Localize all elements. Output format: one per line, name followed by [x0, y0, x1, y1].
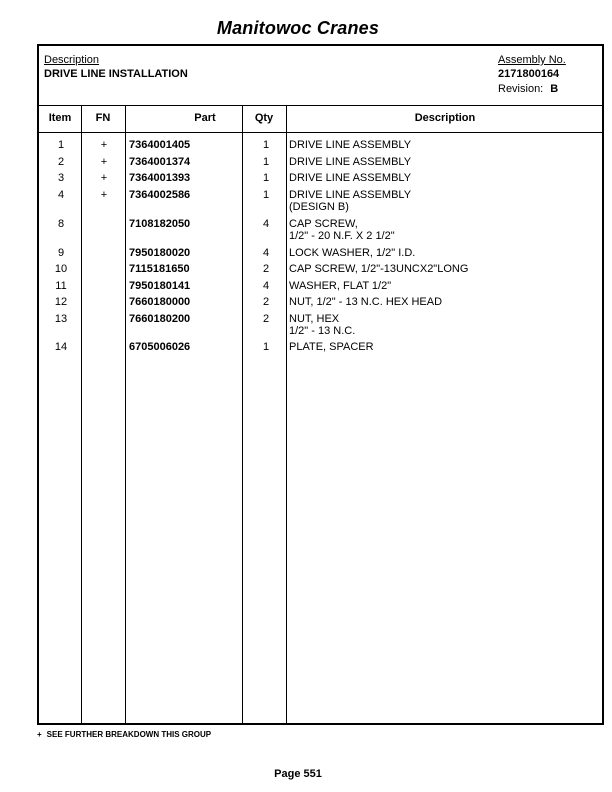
qty-cell: 2 [262, 263, 270, 275]
qty-cell: 4 [262, 218, 270, 230]
item-cell: 10 [54, 263, 68, 275]
qty-cell: 4 [262, 280, 270, 292]
description-label: Description [44, 54, 100, 66]
description-line: NUT, HEX [289, 313, 340, 325]
item-cell: 14 [54, 341, 68, 353]
description-line: DRIVE LINE ASSEMBLY [289, 139, 412, 151]
part-number-cell: 6705006026 [129, 341, 191, 353]
item-cell: 13 [54, 313, 68, 325]
qty-cell: 2 [262, 296, 270, 308]
description-line: CAP SCREW, 1/2"-13UNCX2"LONG [289, 263, 469, 275]
part-number-cell: 7950180141 [129, 280, 191, 292]
parts-list-frame [37, 44, 604, 725]
part-number-cell: 7660180200 [129, 313, 191, 325]
part-number-cell: 7364001405 [129, 139, 191, 151]
footnote-mark: + [37, 730, 42, 739]
description-cell [289, 189, 411, 213]
description-line: DRIVE LINE ASSEMBLY [289, 172, 412, 184]
description-cell [289, 263, 468, 275]
qty-cell: 4 [262, 247, 270, 259]
page-number: Page 551 [274, 768, 322, 780]
footnote [37, 730, 211, 739]
description-line-2: (DESIGN B) [289, 201, 349, 213]
description-cell [289, 280, 391, 292]
revision-label: Revision: [498, 83, 544, 95]
description-line: DRIVE LINE ASSEMBLY [289, 189, 412, 201]
description-cell [289, 172, 411, 184]
qty-cell: 1 [262, 341, 270, 353]
assembly-number: 2171800164 [498, 68, 560, 80]
revision [498, 83, 558, 95]
item-cell: 1 [57, 139, 65, 151]
description-line-2: 1/2" - 20 N.F. X 2 1/2" [289, 230, 395, 242]
description-line: DRIVE LINE ASSEMBLY [289, 156, 412, 168]
qty-cell: 1 [262, 189, 270, 201]
column-header-qty: Qty [254, 112, 274, 124]
assembly-label: Assembly No. [498, 54, 566, 66]
part-number-cell: 7660180000 [129, 296, 191, 308]
description-line: LOCK WASHER, 1/2" I.D. [289, 247, 416, 259]
description-line: CAP SCREW, [289, 218, 358, 230]
fn-cell: + [100, 156, 108, 168]
description-value: DRIVE LINE INSTALLATION [44, 68, 188, 80]
description-cell [289, 156, 411, 168]
description-cell [289, 341, 374, 353]
footnote-text: SEE FURTHER BREAKDOWN THIS GROUP [46, 730, 212, 739]
item-cell: 2 [57, 156, 65, 168]
item-cell: 4 [57, 189, 65, 201]
part-number-cell: 7950180020 [129, 247, 191, 259]
assembly-header [39, 46, 602, 106]
part-number-cell: 7364001374 [129, 156, 191, 168]
brand-title: Manitowoc Cranes [216, 18, 380, 38]
part-number-cell: 7364001393 [129, 172, 191, 184]
part-number-cell: 7364002586 [129, 189, 191, 201]
description-cell [289, 139, 411, 151]
item-cell: 12 [54, 296, 68, 308]
qty-cell: 2 [262, 313, 270, 325]
description-cell [289, 218, 395, 242]
part-number-cell: 7115181650 [129, 263, 190, 275]
column-header-part: Part [194, 112, 216, 124]
fn-cell: + [100, 172, 108, 184]
description-cell [289, 247, 415, 259]
item-cell: 8 [57, 218, 65, 230]
item-cell: 3 [57, 172, 65, 184]
description-line: WASHER, FLAT 1/2" [289, 280, 392, 292]
description-cell [289, 313, 355, 337]
part-number-cell: 7108182050 [129, 218, 191, 230]
column-header-description: Description [414, 112, 476, 124]
description-line: NUT, 1/2" - 13 N.C. HEX HEAD [289, 296, 443, 308]
description-line: PLATE, SPACER [289, 341, 374, 353]
qty-cell: 1 [262, 139, 270, 151]
revision-value: B [550, 83, 559, 95]
item-cell: 11 [55, 280, 67, 292]
column-divider [242, 105, 243, 723]
item-cell: 9 [57, 247, 65, 259]
fn-cell: + [100, 139, 108, 151]
column-header-item: Item [48, 112, 72, 124]
qty-cell: 1 [262, 156, 270, 168]
column-header-fn: FN [95, 112, 111, 124]
column-headers [39, 105, 602, 133]
description-cell [289, 296, 442, 308]
qty-cell: 1 [262, 172, 270, 184]
description-line-2: 1/2" - 13 N.C. [289, 325, 356, 337]
fn-cell: + [100, 189, 108, 201]
